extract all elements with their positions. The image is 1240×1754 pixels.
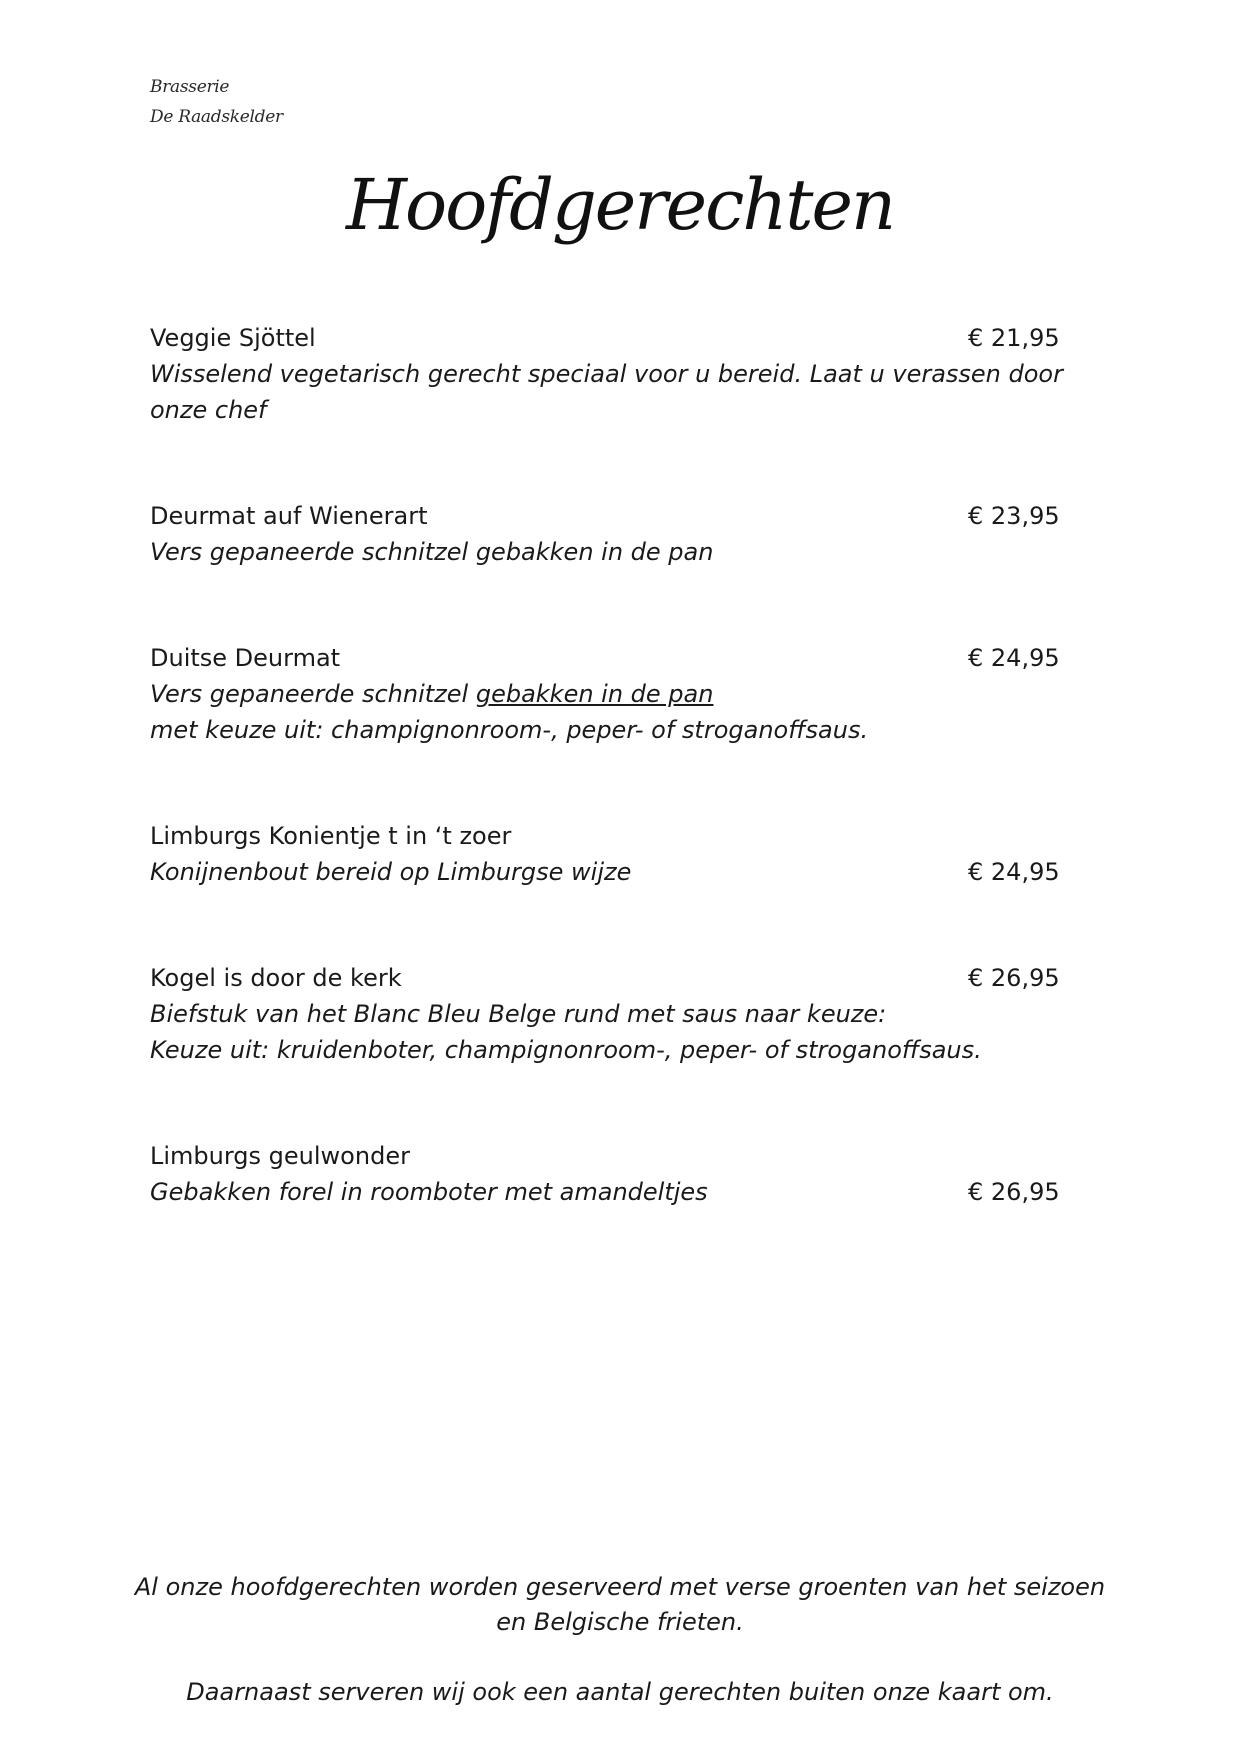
dish-price: € 23,95	[968, 502, 1060, 530]
dish-description-text: Wisselend vegetarisch gerecht speciaal voor u bereid. Laat u verassen door onze chef	[150, 360, 1063, 424]
footer-spacer	[0, 1640, 1240, 1675]
dish-description-line-2: Keuze uit: kruidenboter, champignonroom-, peper- of stroganoffsaus.	[150, 1036, 982, 1064]
menu-item	[150, 640, 1060, 748]
page-title: Hoofdgerechten	[345, 164, 895, 246]
menu-item	[150, 320, 1090, 428]
dish-description-line-1	[150, 676, 868, 712]
menu-item	[150, 818, 1060, 890]
menu-item	[150, 1138, 1060, 1210]
dish-price: € 24,95	[968, 644, 1060, 672]
dish-description-text: Vers gepaneerde schnitzel gebakken in de pan	[150, 538, 714, 566]
dish-price: € 26,95	[968, 1178, 1060, 1206]
dish-price: € 21,95	[968, 324, 1060, 352]
footer-line-2: en Belgische frieten.	[496, 1608, 744, 1636]
dish-description	[150, 356, 1090, 428]
dish-description-text: Gebakken forel in roomboter met amandeltjes	[150, 1178, 708, 1206]
menu-footer-note	[0, 1570, 1240, 1710]
footer-line-1: Al onze hoofdgerechten worden geserveerd met verse groenten van het seizoen	[134, 1573, 1106, 1601]
dish-name: Limburgs geulwonder	[150, 1142, 410, 1170]
brand-line-2: De Raadskelder	[150, 107, 283, 127]
dish-description-underlined: gebakken in de pan	[475, 680, 714, 708]
menu-item	[150, 960, 1060, 1068]
dish-description-line-2: met keuze uit: champignonroom-, peper- of stroganoffsaus.	[150, 716, 869, 744]
dish-name: Limburgs Konientje t in ‘t zoer	[150, 822, 512, 850]
dish-description	[150, 676, 868, 748]
dish-description-line-1: Biefstuk van het Blanc Bleu Belge rund met saus naar keuze:	[150, 1000, 887, 1028]
dish-name: Veggie Sjöttel	[150, 324, 316, 352]
menu-item	[150, 498, 1060, 570]
dish-description	[150, 1174, 708, 1210]
restaurant-name	[150, 72, 283, 132]
footer-line-3: Daarnaast serveren wij ook een aantal gerechten buiten onze kaart om.	[186, 1678, 1054, 1706]
dish-name: Duitse Deurmat	[150, 644, 341, 672]
brand-line-1: Brasserie	[150, 77, 230, 97]
dish-name: Kogel is door de kerk	[150, 964, 402, 992]
dish-price: € 24,95	[968, 858, 1060, 886]
dish-description-text: Konijnenbout bereid op Limburgse wijze	[150, 858, 632, 886]
dish-description	[150, 854, 631, 890]
dish-description	[150, 534, 713, 570]
dish-description	[150, 996, 982, 1068]
dish-price: € 26,95	[968, 964, 1060, 992]
dish-name: Deurmat auf Wienerart	[150, 502, 428, 530]
dish-description-text: Vers gepaneerde schnitzel	[150, 680, 476, 708]
